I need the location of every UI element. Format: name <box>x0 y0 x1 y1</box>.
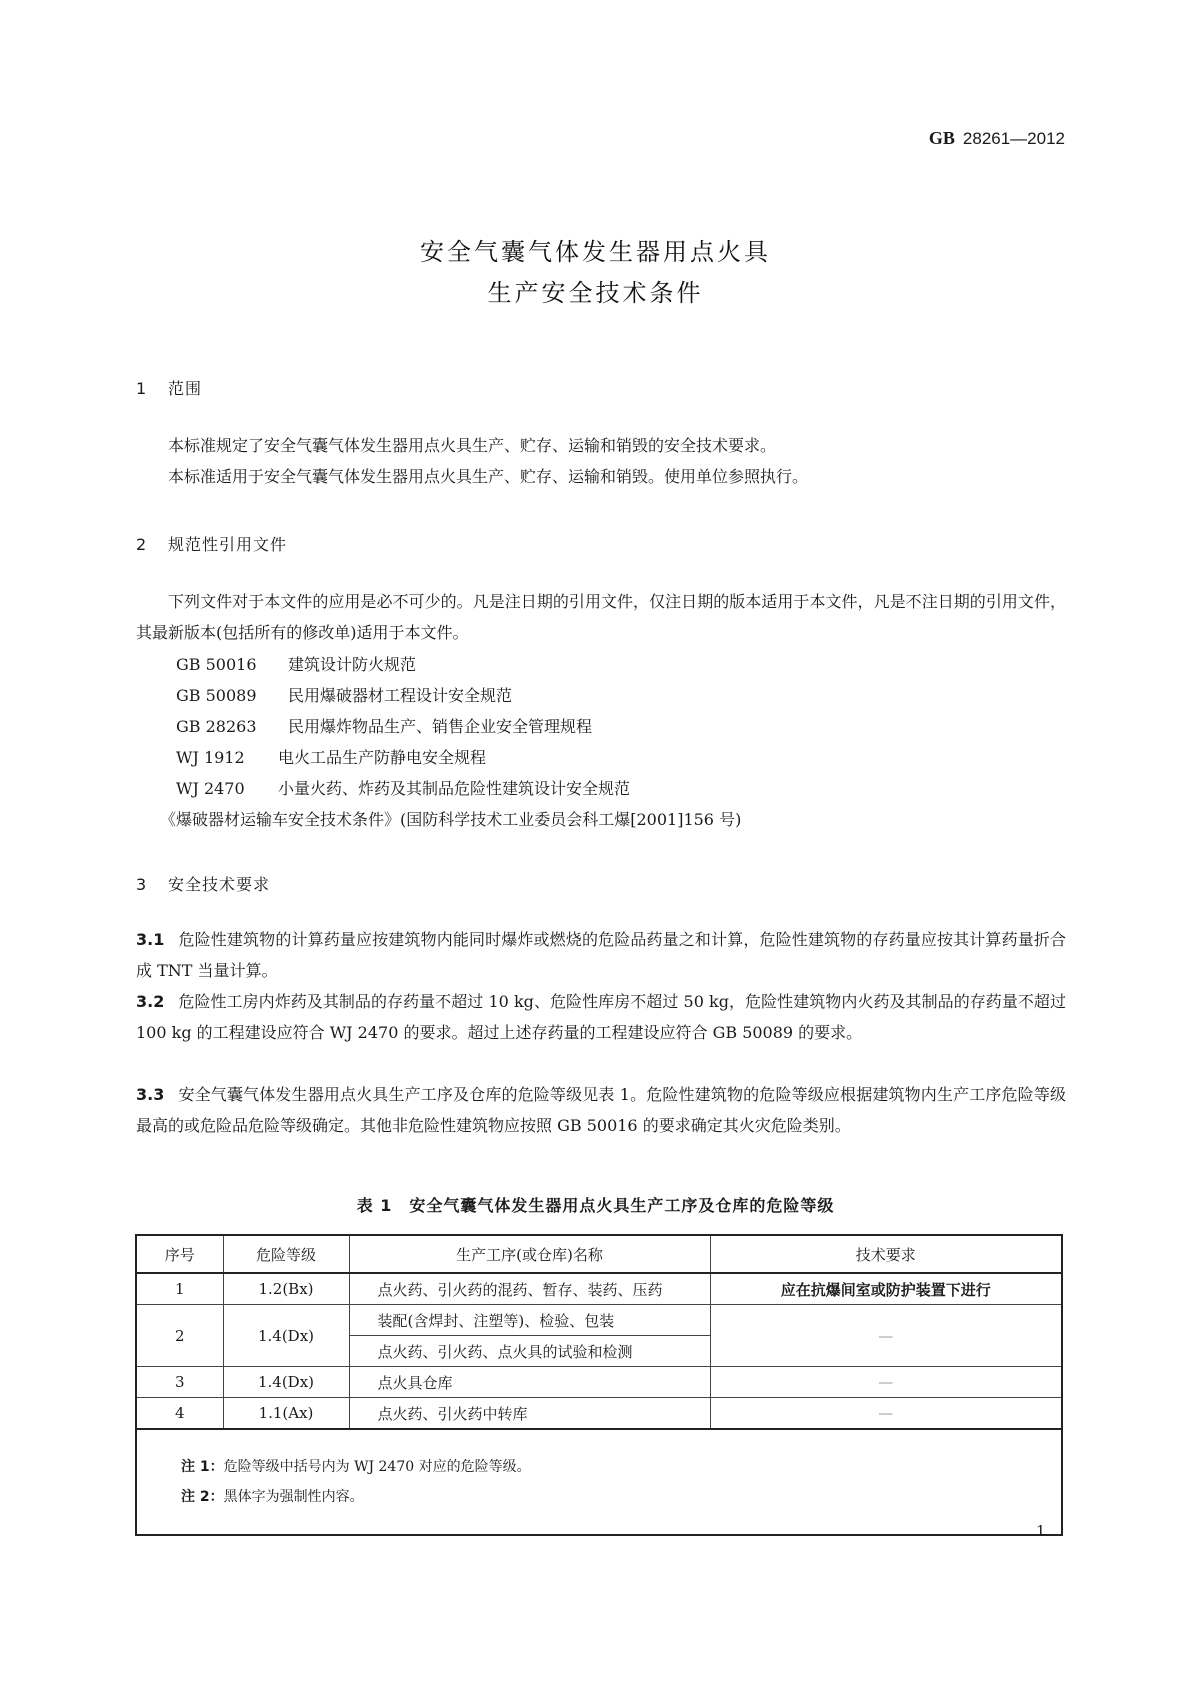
reference-code: GB 28263 <box>176 717 257 736</box>
table-row <box>136 1367 1062 1398</box>
reference-title: 小量火药、炸药及其制品危险性建筑设计安全规范 <box>278 779 631 798</box>
note-label: 注 1： <box>181 1459 224 1475</box>
paragraph: 下列文件对于本文件的应用是必不可少的。凡是注日期的引用文件，仅注日期的版本适用于本文件，凡是不注日期的引用文件，其最新版本(包括所有的修改单)适用于本文件。 <box>136 592 1066 642</box>
clause-text: 危险性建筑物的计算药量应按建筑物内能同时爆炸或燃烧的危险品药量之和计算，危险性建筑物的存药量应按其计算药量折合成 TNT 当量计算。 <box>136 930 1066 980</box>
clause-3-2 <box>136 986 1066 1048</box>
header-cell: 序号 <box>136 1235 223 1273</box>
section-title: 安全技术要求 <box>168 875 271 894</box>
clause-number: 3.1 <box>136 930 165 949</box>
section-number: 2 <box>136 535 148 554</box>
table-caption: 表 1 安全气囊气体发生器用点火具生产工序及仓库的危险等级 <box>356 1196 835 1215</box>
section-heading-1 <box>136 376 202 399</box>
clause-3-1 <box>136 924 1066 986</box>
document-title-line2: 生产安全技术条件 <box>487 279 704 307</box>
hazard-grade: 1.4(Dx) <box>223 1367 349 1398</box>
header-cell: 生产工序(或仓库)名称 <box>349 1235 710 1273</box>
reference-code: WJ 2470 <box>176 779 245 798</box>
table-header-row <box>136 1235 1062 1273</box>
technical-requirement: — <box>710 1305 1062 1367</box>
technical-requirement: — <box>710 1367 1062 1398</box>
note-label: 注 2： <box>181 1489 224 1505</box>
table-notes <box>136 1429 1062 1535</box>
row-number: 1 <box>136 1273 223 1305</box>
reference-code: GB 50089 <box>176 686 257 705</box>
document-title-line1: 安全气囊气体发生器用点火具 <box>420 238 771 266</box>
header-cell: 技术要求 <box>710 1235 1062 1273</box>
reference-item-extra: 《爆破器材运输车安全技术条件》(国防科学技术工业委员会科工爆[2001]156 号) <box>160 810 742 829</box>
reference-code: WJ 1912 <box>176 748 245 767</box>
reference-title: 民用爆炸物品生产、销售企业安全管理规程 <box>288 717 593 736</box>
standard-code: 28261—2012 <box>962 129 1065 148</box>
technical-requirement: 应在抗爆间室或防护装置下进行 <box>710 1273 1062 1305</box>
note-text: 危险等级中括号内为 WJ 2470 对应的危险等级。 <box>223 1459 531 1475</box>
process-name: 点火药、引火药、点火具的试验和检测 <box>349 1336 710 1367</box>
reference-item <box>176 776 630 799</box>
row-number: 4 <box>136 1398 223 1430</box>
process-name: 点火药、引火药的混药、暂存、装药、压药 <box>349 1273 710 1305</box>
section-heading-2 <box>136 532 287 555</box>
technical-requirement: — <box>710 1398 1062 1430</box>
reference-item <box>176 683 512 706</box>
note-text: 黑体字为强制性内容。 <box>223 1489 364 1505</box>
section-number: 3 <box>136 875 148 894</box>
table-row <box>136 1273 1062 1305</box>
reference-item <box>176 714 592 737</box>
reference-title: 建筑设计防火规范 <box>288 655 417 674</box>
reference-item <box>176 745 486 768</box>
standard-prefix: GB <box>928 128 955 148</box>
row-number: 2 <box>136 1305 223 1367</box>
section-heading-3 <box>136 872 270 895</box>
hazard-grade-table <box>135 1234 1063 1536</box>
table-notes-row <box>136 1429 1062 1535</box>
reference-code: GB 50016 <box>176 655 257 674</box>
table-note <box>181 1482 1061 1512</box>
header-cell: 危险等级 <box>223 1235 349 1273</box>
row-number: 3 <box>136 1367 223 1398</box>
clause-text: 危险性工房内炸药及其制品的存药量不超过 10 kg、危险性库房不超过 50 kg，危险性建筑物内火药及其制品的存药量不超过 100 kg 的工程建设应符合 WJ 2470 的要求。超过上述存药量的工程建设应符合 GB 50089 的要求。 <box>136 992 1066 1042</box>
section-title: 规范性引用文件 <box>168 535 288 554</box>
hazard-grade: 1.2(Bx) <box>223 1273 349 1305</box>
paragraph: 本标准规定了安全气囊气体发生器用点火具生产、贮存、运输和销毁的安全技术要求。 <box>168 436 777 455</box>
reference-title: 电火工品生产防静电安全规程 <box>278 748 487 767</box>
table-note <box>181 1452 1061 1482</box>
table-row <box>136 1398 1062 1430</box>
section-title: 范围 <box>168 379 203 398</box>
process-name: 装配(含焊封、注塑等)、检验、包装 <box>349 1305 710 1336</box>
reference-item <box>176 652 416 675</box>
paragraph: 本标准适用于安全气囊气体发生器用点火具生产、贮存、运输和销毁。使用单位参照执行。 <box>168 467 809 486</box>
clause-number: 3.2 <box>136 992 165 1011</box>
process-name: 点火具仓库 <box>349 1367 710 1398</box>
clause-number: 3.3 <box>136 1085 165 1104</box>
clause-text: 安全气囊气体发生器用点火具生产工序及仓库的危险等级见表 1。危险性建筑物的危险等级应根据建筑物内生产工序危险等级最高的或危险品危险等级确定。其他非危险性建筑物应按照 GB 50016 的要求确定其火灾危险类别。 <box>136 1085 1066 1135</box>
process-name: 点火药、引火药中转库 <box>349 1398 710 1430</box>
page-number: 1 <box>1036 1522 1046 1540</box>
reference-title: 民用爆破器材工程设计安全规范 <box>288 686 513 705</box>
hazard-grade: 1.1(Ax) <box>223 1398 349 1430</box>
standard-number <box>929 128 1065 149</box>
clause-3-3 <box>136 1079 1066 1141</box>
hazard-grade: 1.4(Dx) <box>223 1305 349 1367</box>
table-row <box>136 1305 1062 1336</box>
section-number: 1 <box>136 379 148 398</box>
